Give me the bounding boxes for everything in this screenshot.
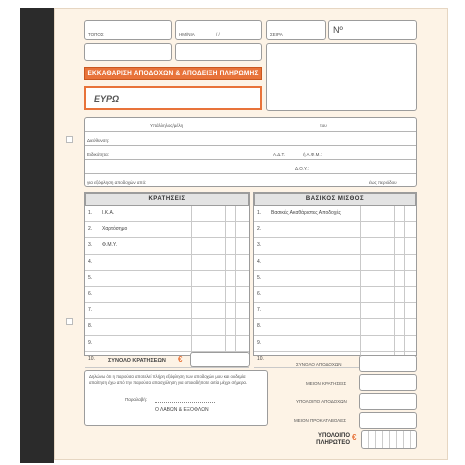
column-divider xyxy=(360,271,361,286)
afm-label: ή Α.Φ.Μ.: xyxy=(303,152,322,157)
column-divider xyxy=(360,336,361,351)
punch-hole xyxy=(66,136,73,143)
column-divider xyxy=(360,206,361,221)
salary-row-number: 3. xyxy=(257,242,262,249)
deductions-row-number: 7. xyxy=(88,307,93,314)
deductions-row[interactable] xyxy=(85,303,249,319)
column-divider xyxy=(394,271,395,286)
column-divider xyxy=(235,255,236,270)
salary-table xyxy=(253,192,417,362)
salary-row-number: 1. xyxy=(257,210,262,216)
column-divider xyxy=(404,206,405,221)
deductions-row-label: Χαρτόσημο xyxy=(102,226,128,233)
minus-advances-label: ΜΕΙΟΝ ΠΡΟΚΑΤΑΒΟΛΕΣ xyxy=(294,418,347,423)
date-field[interactable] xyxy=(175,20,262,40)
punch-hole xyxy=(66,318,73,325)
euro-icon: € xyxy=(352,433,357,442)
column-divider xyxy=(394,287,395,302)
column-divider xyxy=(225,206,226,221)
deductions-row[interactable] xyxy=(85,319,249,335)
series-field[interactable] xyxy=(266,20,326,40)
salary-row[interactable] xyxy=(254,255,416,271)
salary-row-number: 10. xyxy=(257,355,264,362)
minus-deductions-label: ΜΕΙΟΝ ΚΡΑΤΗΣΕΙΣ xyxy=(306,381,347,386)
place-label: ΤΟΠΟΣ xyxy=(88,32,104,37)
deductions-row[interactable] xyxy=(85,336,249,352)
period-line[interactable] xyxy=(85,174,416,188)
column-divider xyxy=(404,222,405,237)
column-divider xyxy=(225,336,226,351)
blank-field-2[interactable] xyxy=(175,43,262,61)
euro-icon: € xyxy=(178,355,183,364)
minus-deductions-field[interactable] xyxy=(359,374,417,391)
stamp-area[interactable] xyxy=(266,43,417,111)
blank-field-1[interactable] xyxy=(84,43,172,61)
salary-row-number: 4. xyxy=(257,258,262,265)
column-divider xyxy=(235,287,236,302)
deductions-row[interactable] xyxy=(85,287,249,303)
column-divider xyxy=(394,319,395,334)
column-divider xyxy=(225,287,226,302)
employee-line[interactable] xyxy=(85,118,416,132)
salary-row-number: 5. xyxy=(257,274,262,281)
deductions-title: ΚΡΑΤΗΣΕΙΣ xyxy=(85,193,249,206)
column-divider xyxy=(235,206,236,221)
deductions-rows xyxy=(85,206,249,368)
salary-row[interactable] xyxy=(254,287,416,303)
declaration-box xyxy=(84,370,268,426)
column-divider xyxy=(235,319,236,334)
column-divider xyxy=(225,303,226,318)
deductions-row[interactable] xyxy=(85,271,249,287)
date-label: ΗΜ/ΝΙΑ xyxy=(179,32,195,37)
column-divider xyxy=(191,271,192,286)
deductions-row-number: 4. xyxy=(88,258,93,265)
place-field[interactable] xyxy=(84,20,172,40)
column-divider xyxy=(394,336,395,351)
adt-label: Α.Δ.Τ. xyxy=(273,152,286,157)
deductions-row[interactable] xyxy=(85,238,249,254)
remaining-earnings-label: ΥΠΟΛΟΙΠΟ ΑΠΟΔΟΧΩΝ xyxy=(296,399,347,404)
salary-row[interactable] xyxy=(254,271,416,287)
column-divider xyxy=(235,336,236,351)
column-divider xyxy=(394,222,395,237)
receipt-line[interactable] xyxy=(155,402,215,403)
column-divider xyxy=(404,255,405,270)
deductions-row-number: 2. xyxy=(88,226,93,233)
binding-spine xyxy=(20,8,54,463)
column-divider xyxy=(394,303,395,318)
deductions-row-label: Φ.Μ.Υ. xyxy=(102,242,118,249)
column-divider xyxy=(191,303,192,318)
salary-row-label: Βασικές Ακαθάριστες Αποδοχές xyxy=(271,210,341,216)
column-divider xyxy=(394,206,395,221)
salary-row[interactable] xyxy=(254,303,416,319)
column-divider xyxy=(191,206,192,221)
salary-row-number: 8. xyxy=(257,323,262,330)
deductions-row-label: Ι.Κ.Α. xyxy=(102,210,115,216)
specialty-label: Ειδικότητα: xyxy=(87,152,109,157)
period-from-label: για εξόφληση αποδοχών από: xyxy=(87,180,147,185)
column-divider xyxy=(225,319,226,334)
column-divider xyxy=(191,255,192,270)
salary-row[interactable] xyxy=(254,336,416,352)
column-divider xyxy=(360,303,361,318)
column-divider xyxy=(225,222,226,237)
minus-advances-field[interactable] xyxy=(359,412,417,429)
salary-rows xyxy=(254,206,416,368)
doy-line[interactable] xyxy=(85,160,416,174)
currency-label: ΕΥΡΩ xyxy=(94,94,120,104)
series-label: ΣΕΙΡΑ xyxy=(270,32,283,37)
salary-row[interactable] xyxy=(254,238,416,254)
amount-box[interactable] xyxy=(84,86,262,110)
deductions-row-number: 8. xyxy=(88,323,93,330)
column-divider xyxy=(191,222,192,237)
number-label: Nº xyxy=(333,25,343,35)
deductions-row-number: 1. xyxy=(88,210,93,216)
address-label: Διεύθυνση: xyxy=(87,138,110,143)
column-divider xyxy=(225,271,226,286)
deductions-row-number: 10. xyxy=(88,355,95,362)
salary-row-number: 9. xyxy=(257,339,262,346)
column-divider xyxy=(225,238,226,253)
column-divider xyxy=(404,287,405,302)
column-divider xyxy=(394,255,395,270)
column-divider xyxy=(191,319,192,334)
balance-label-line2: ΠΛΗΡΩΤΕΟ xyxy=(316,440,350,446)
title-banner: ΕΚΚΑΘΑΡΙΣΗ ΑΠΟΔΟΧΩΝ & ΑΠΟΔΕΙΞΗ ΠΛΗΡΩΜΗΣ xyxy=(84,67,262,80)
salary-row-number: 2. xyxy=(257,226,262,233)
column-divider xyxy=(360,238,361,253)
deductions-row-number: 3. xyxy=(88,242,93,249)
doy-label: Δ.Ο.Υ.: xyxy=(295,166,309,171)
deductions-row-number: 5. xyxy=(88,274,93,281)
column-divider xyxy=(235,303,236,318)
deductions-row-number: 6. xyxy=(88,290,93,297)
total-earnings-field[interactable] xyxy=(359,355,417,372)
receipt-label: Παραλαβή: xyxy=(125,397,148,402)
employee-label: Υπάλληλος/μέλη xyxy=(150,123,184,128)
column-divider xyxy=(404,238,405,253)
salary-title: ΒΑΣΙΚΟΣ ΜΙΣΘΟΣ xyxy=(254,193,416,206)
column-divider xyxy=(404,271,405,286)
column-divider xyxy=(225,255,226,270)
salary-row[interactable] xyxy=(254,222,416,238)
column-divider xyxy=(360,255,361,270)
total-deductions-field[interactable] xyxy=(190,352,250,367)
column-divider xyxy=(235,222,236,237)
total-earnings-label: ΣΥΝΟΛΟ ΑΠΟΔΟΧΩΝ xyxy=(296,362,342,367)
address-line[interactable] xyxy=(85,132,416,146)
deductions-row[interactable] xyxy=(85,206,249,222)
balance-field[interactable] xyxy=(361,430,417,449)
signer-label: Ο ΛΑΒΩΝ & ΕΞΟΦΛΩΝ xyxy=(155,407,209,413)
column-divider xyxy=(235,238,236,253)
employee-section xyxy=(84,117,417,187)
date-separators: / / xyxy=(216,32,220,37)
specialty-line[interactable] xyxy=(85,146,416,160)
column-divider xyxy=(360,222,361,237)
total-deductions-label: ΣΥΝΟΛΟ ΚΡΑΤΗΣΕΩΝ xyxy=(108,358,166,364)
column-divider xyxy=(404,336,405,351)
column-divider xyxy=(360,287,361,302)
column-divider xyxy=(191,336,192,351)
balance-label xyxy=(305,433,350,447)
of-label: του xyxy=(320,123,327,128)
number-field[interactable] xyxy=(328,20,417,40)
column-divider xyxy=(191,287,192,302)
deductions-row-number: 9. xyxy=(88,339,93,346)
column-divider xyxy=(404,319,405,334)
declaration-text: Δηλώνω ότι η παρούσα αποτελεί πλήρη εξόφληση των αποδοχών μου και ουδεμία απαίτηση έχω από την παρούσα απασχόληση για οποιαδήποτε αιτία μέχρι σήμερα. xyxy=(89,374,248,385)
salary-row[interactable] xyxy=(254,206,416,222)
period-to-label: έως περιόδου xyxy=(369,180,397,185)
balance-label-line1: ΥΠΟΛΟΙΠΟ xyxy=(317,433,350,439)
deductions-row[interactable] xyxy=(85,255,249,271)
remaining-earnings-field[interactable] xyxy=(359,393,417,410)
column-divider xyxy=(235,271,236,286)
salary-row-number: 6. xyxy=(257,290,262,297)
salary-row-number: 7. xyxy=(257,307,262,314)
column-divider xyxy=(191,238,192,253)
salary-row[interactable] xyxy=(254,319,416,335)
column-divider xyxy=(360,319,361,334)
deductions-row[interactable] xyxy=(85,222,249,238)
column-divider xyxy=(394,238,395,253)
column-divider xyxy=(404,303,405,318)
